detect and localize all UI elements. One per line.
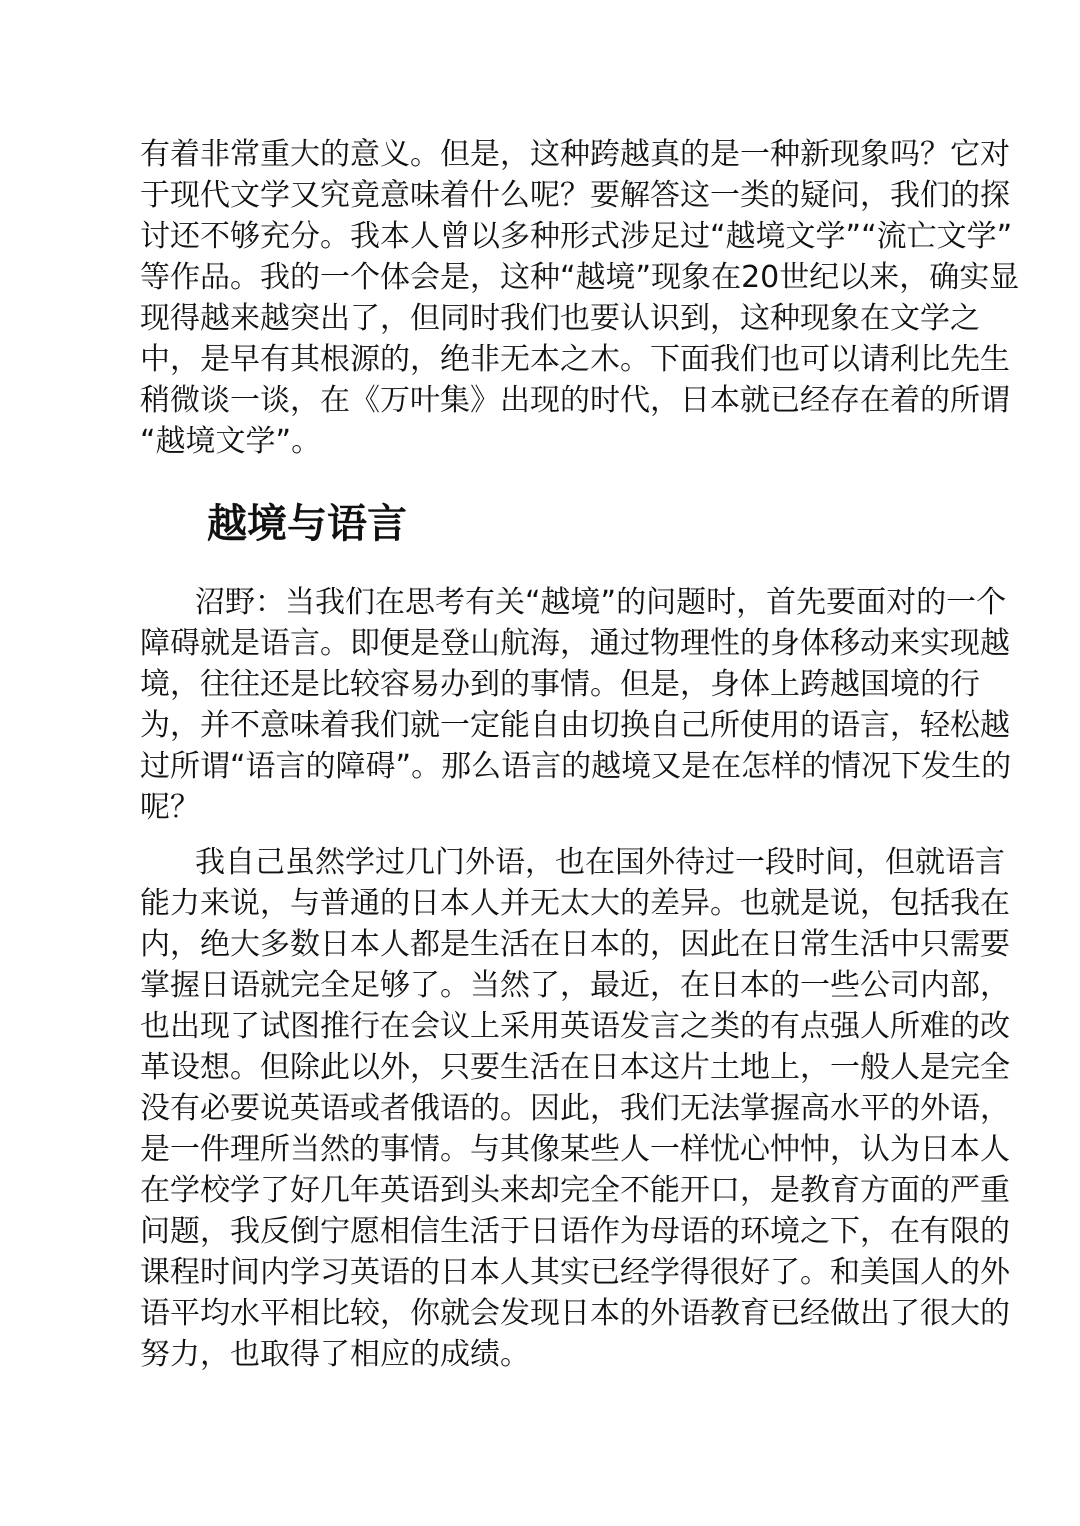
section-heading: 越境与语言 [207,501,407,547]
text-line: 是一件理所当然的事情。与其像某些人一样忧心忡忡，认为日本人 [140,1132,1010,1167]
text-line: 沼野：当我们在思考有关“越境”的问题时，首先要面对的一个 [195,585,1007,620]
text-line: 障碍就是语言。即便是登山航海，通过物理性的身体移动来实现越 [140,626,1010,661]
text-line: 掌握日语就完全足够了。当然了，最近，在日本的一些公司内部， [140,968,1010,1003]
text-line: 内，绝大多数日本人都是生活在日本的，因此在日常生活中只需要 [140,927,1010,962]
text-line: 努力，也取得了相应的成绩。 [140,1337,530,1372]
text-line: 稍微谈一谈，在《万叶集》出现的时代，日本就已经存在着的所谓 [140,383,1010,418]
text-line: 等作品。我的一个体会是，这种“越境”现象在20世纪以来，确实显 [140,260,1020,295]
text-line: 为，并不意味着我们就一定能自由切换自己所使用的语言，轻松越 [140,708,1010,743]
text-line: 语平均水平相比较，你就会发现日本的外语教育已经做出了很大的 [140,1296,1010,1331]
text-line: 革设想。但除此以外，只要生活在日本这片土地上，一般人是完全 [140,1050,1010,1085]
text-line: 于现代文学又究竟意味着什么呢？要解答这一类的疑问，我们的探 [140,178,1010,213]
text-line: 在学校学了好几年英语到头来却完全不能开口，是教育方面的严重 [140,1173,1010,1208]
text-line: 有着非常重大的意义。但是，这种跨越真的是一种新现象吗？它对 [140,137,1010,172]
text-line: 没有必要说英语或者俄语的。因此，我们无法掌握高水平的外语， [140,1091,1010,1126]
text-line: 课程时间内学习英语的日本人其实已经学得很好了。和美国人的外 [140,1255,1010,1290]
text-line: 能力来说，与普通的日本人并无太大的差异。也就是说，包括我在 [140,886,1010,921]
text-line: “越境文学”。 [140,424,322,459]
text-line: 境，往往还是比较容易办到的事情。但是，身体上跨越国境的行 [140,667,980,702]
text-line: 也出现了试图推行在会议上采用英语发言之类的有点强人所难的改 [140,1009,1010,1044]
text-line: 现得越来越突出了，但同时我们也要认识到，这种现象在文学之 [140,301,980,336]
text-line: 中，是早有其根源的，绝非无本之木。下面我们也可以请利比先生 [140,342,1010,377]
text-line: 讨还不够充分。我本人曾以多种形式涉足过“越境文学”“流亡文学” [140,219,1013,254]
text-line: 过所谓“语言的障碍”。那么语言的越境又是在怎样的情况下发生的 [140,749,1012,784]
text-line: 我自己虽然学过几门外语，也在国外待过一段时间，但就语言 [195,845,1005,880]
text-line: 呢？ [140,790,200,825]
text-line: 问题，我反倒宁愿相信生活于日语作为母语的环境之下，在有限的 [140,1214,1010,1249]
